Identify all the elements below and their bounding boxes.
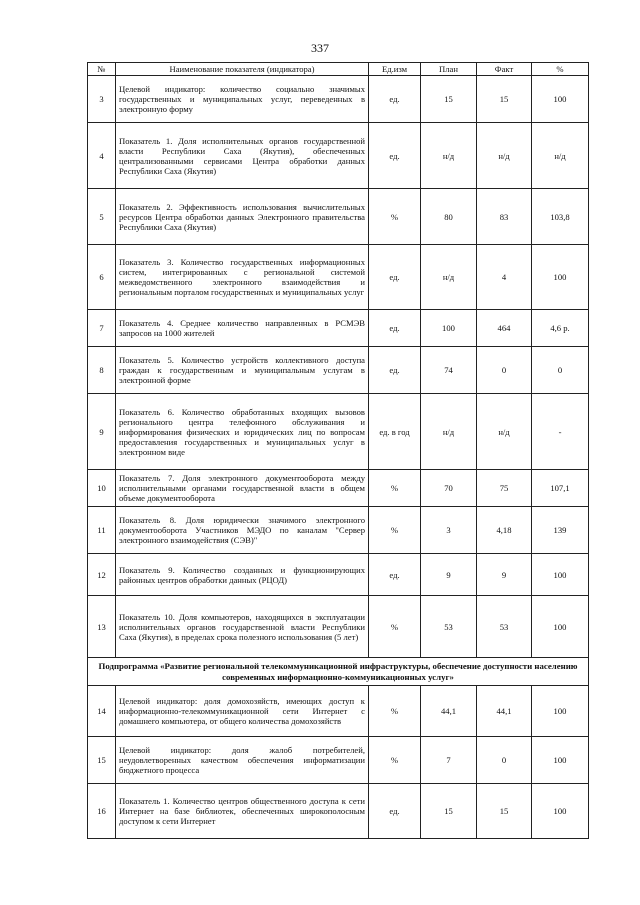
plan-value: н/д bbox=[421, 245, 477, 310]
plan-value: 7 bbox=[421, 737, 477, 784]
unit-cell: ед. bbox=[369, 554, 421, 596]
column-header-plan: План bbox=[421, 63, 477, 76]
fact-value: 75 bbox=[477, 470, 532, 507]
table-row bbox=[88, 310, 589, 347]
section-row bbox=[88, 658, 589, 686]
plan-value: 44,1 bbox=[421, 686, 477, 737]
table-row bbox=[88, 596, 589, 658]
row-number: 16 bbox=[88, 784, 116, 839]
indicator-name: Целевой индикатор: доля жалоб потребителей, неудовлетворенных качеством обеспечения информатизации бюджетного процесса bbox=[116, 737, 369, 784]
fact-value: 4,18 bbox=[477, 507, 532, 554]
percent-value: 100 bbox=[532, 596, 589, 658]
row-number: 4 bbox=[88, 123, 116, 189]
indicator-name: Показатель 2. Эффективность использования вычислительных ресурсов Центра обработки данных Электронного правительства Республики Саха (Якутия) bbox=[116, 189, 369, 245]
column-header-fact: Факт bbox=[477, 63, 532, 76]
indicator-name: Показатель 9. Количество созданных и функционирующих районных центров обработки данных (РЦОД) bbox=[116, 554, 369, 596]
row-number: 7 bbox=[88, 310, 116, 347]
table-row bbox=[88, 394, 589, 470]
indicator-name: Целевой индикатор: количество социально значимых государственных и муниципальных услуг, переведенных в электронную форму bbox=[116, 76, 369, 123]
row-number: 15 bbox=[88, 737, 116, 784]
percent-value: 139 bbox=[532, 507, 589, 554]
row-number: 3 bbox=[88, 76, 116, 123]
table-row bbox=[88, 76, 589, 123]
row-number: 11 bbox=[88, 507, 116, 554]
table-row bbox=[88, 245, 589, 310]
indicator-name: Показатель 7. Доля электронного документооборота между исполнительными органами государственной власти в общем объеме документооборота bbox=[116, 470, 369, 507]
percent-value: 100 bbox=[532, 737, 589, 784]
plan-value: н/д bbox=[421, 394, 477, 470]
plan-value: 70 bbox=[421, 470, 477, 507]
plan-value: 100 bbox=[421, 310, 477, 347]
plan-value: 74 bbox=[421, 347, 477, 394]
page-number: 337 bbox=[311, 41, 329, 55]
row-number: 9 bbox=[88, 394, 116, 470]
indicator-name: Показатель 6. Количество обработанных входящих вызовов регионального центра телефонного обслуживания и информирования физических и юридических лиц по вопросам предоставления государственных и муниципальных услуг в электронном виде bbox=[116, 394, 369, 470]
percent-value: 100 bbox=[532, 686, 589, 737]
table-row bbox=[88, 686, 589, 737]
unit-cell: ед. bbox=[369, 76, 421, 123]
unit-cell: ед. bbox=[369, 347, 421, 394]
plan-value: 53 bbox=[421, 596, 477, 658]
unit-cell: % bbox=[369, 686, 421, 737]
row-number: 8 bbox=[88, 347, 116, 394]
indicator-name: Показатель 5. Количество устройств коллективного доступа граждан к государственным и муниципальным услугам в электронной форме bbox=[116, 347, 369, 394]
row-number: 10 bbox=[88, 470, 116, 507]
plan-value: 80 bbox=[421, 189, 477, 245]
plan-value: н/д bbox=[421, 123, 477, 189]
indicator-name: Показатель 1. Доля исполнительных органов государственной власти Республики Саха (Якутия), обеспеченных централизованными сервисами Центра обработки данных Республики Саха (Якутия) bbox=[116, 123, 369, 189]
table-body bbox=[88, 76, 589, 839]
fact-value: 9 bbox=[477, 554, 532, 596]
indicator-name: Показатель 1. Количество центров общественного доступа к сети Интернет на базе библиотек, обеспеченных широкополосным доступом к сети Интернет bbox=[116, 784, 369, 839]
indicator-name: Показатель 10. Доля компьютеров, находящихся в эксплуатации исполнительных органов государственной власти Республики Саха (Якутия), в пределах срока полезного использования (5 лет) bbox=[116, 596, 369, 658]
column-header-name: Наименование показателя (индикатора) bbox=[116, 63, 369, 76]
table-row bbox=[88, 737, 589, 784]
column-header-number: № bbox=[88, 63, 116, 76]
percent-value: 103,8 bbox=[532, 189, 589, 245]
table-row bbox=[88, 470, 589, 507]
indicators-table bbox=[87, 62, 589, 839]
plan-value: 9 bbox=[421, 554, 477, 596]
unit-cell: % bbox=[369, 507, 421, 554]
unit-cell: ед. bbox=[369, 245, 421, 310]
indicator-name: Показатель 8. Доля юридически значимого электронного документооборота Участников МЭДО по каналам "Сервер электронного взаимодействия (СЭВ)" bbox=[116, 507, 369, 554]
percent-value: 100 bbox=[532, 554, 589, 596]
fact-value: 83 bbox=[477, 189, 532, 245]
row-number: 5 bbox=[88, 189, 116, 245]
table-row bbox=[88, 507, 589, 554]
unit-cell: ед. bbox=[369, 784, 421, 839]
table-row bbox=[88, 347, 589, 394]
unit-cell: % bbox=[369, 470, 421, 507]
fact-value: 4 bbox=[477, 245, 532, 310]
plan-value: 15 bbox=[421, 76, 477, 123]
table-row bbox=[88, 123, 589, 189]
percent-value: 107,1 bbox=[532, 470, 589, 507]
unit-cell: ед. в год bbox=[369, 394, 421, 470]
fact-value: 464 bbox=[477, 310, 532, 347]
plan-value: 3 bbox=[421, 507, 477, 554]
fact-value: 15 bbox=[477, 784, 532, 839]
percent-value: 100 bbox=[532, 784, 589, 839]
table-row bbox=[88, 189, 589, 245]
indicator-name: Показатель 3. Количество государственных информационных систем, интегрированных с региональной системой межведомственного электронного взаимодействия и региональным порталом государственных и муниципальных услуг bbox=[116, 245, 369, 310]
fact-value: 0 bbox=[477, 737, 532, 784]
unit-cell: ед. bbox=[369, 123, 421, 189]
row-number: 13 bbox=[88, 596, 116, 658]
percent-value: 100 bbox=[532, 245, 589, 310]
row-number: 12 bbox=[88, 554, 116, 596]
fact-value: 15 bbox=[477, 76, 532, 123]
percent-value: н/д bbox=[532, 123, 589, 189]
fact-value: 0 bbox=[477, 347, 532, 394]
table-row bbox=[88, 784, 589, 839]
row-number: 14 bbox=[88, 686, 116, 737]
column-header-unit: Ед.изм bbox=[369, 63, 421, 76]
fact-value: н/д bbox=[477, 394, 532, 470]
fact-value: 53 bbox=[477, 596, 532, 658]
percent-value: - bbox=[532, 394, 589, 470]
column-header-percent: % bbox=[532, 63, 589, 76]
percent-value: 0 bbox=[532, 347, 589, 394]
fact-value: 44,1 bbox=[477, 686, 532, 737]
unit-cell: % bbox=[369, 737, 421, 784]
row-number: 6 bbox=[88, 245, 116, 310]
plan-value: 15 bbox=[421, 784, 477, 839]
table-header-row bbox=[88, 63, 589, 76]
unit-cell: % bbox=[369, 189, 421, 245]
indicator-name: Показатель 4. Среднее количество направленных в РСМЭВ запросов на 1000 жителей bbox=[116, 310, 369, 347]
fact-value: н/д bbox=[477, 123, 532, 189]
indicator-name: Целевой индикатор: доля домохозяйств, имеющих доступ к информационно-телекоммуникационной сети Интернет с домашнего компьютера, от общего количества домохозяйств bbox=[116, 686, 369, 737]
unit-cell: % bbox=[369, 596, 421, 658]
percent-value: 4,6 р. bbox=[532, 310, 589, 347]
table-row bbox=[88, 554, 589, 596]
unit-cell: ед. bbox=[369, 310, 421, 347]
section-title: Подпрограмма «Развитие региональной телекоммуникационной инфраструктуры, обеспечение доступности населению современных информационно-коммуникационных услуг» bbox=[88, 658, 589, 686]
percent-value: 100 bbox=[532, 76, 589, 123]
